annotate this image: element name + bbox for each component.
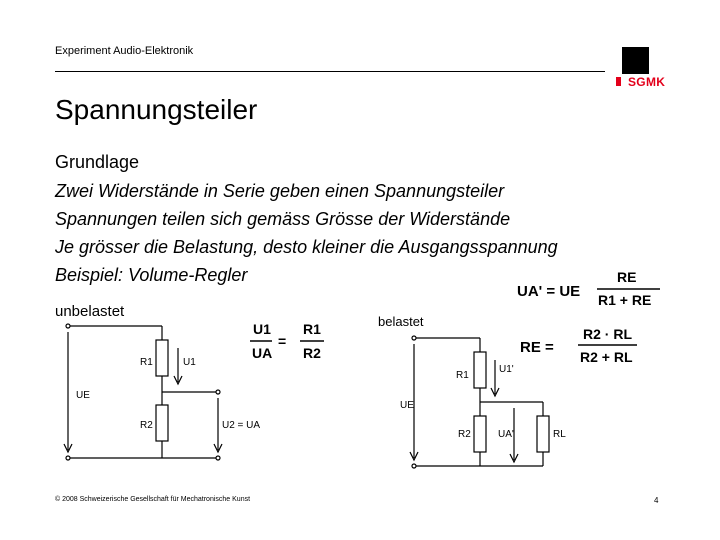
formula-re <box>520 326 637 365</box>
terminal <box>216 456 220 460</box>
label-u1-prime: U1' <box>499 364 514 375</box>
footer-copyright: © 2008 Schweizerische Gesellschaft für Mechatronische Kunst <box>55 496 251 503</box>
formula-ua-lhs: UA' = UE <box>517 283 581 300</box>
page-number: 4 <box>654 496 659 505</box>
formula-ratio <box>250 321 324 361</box>
header-title: Experiment Audio-Elektronik <box>55 45 194 57</box>
resistor-r1 <box>156 340 168 376</box>
label-ua-prime: UA' <box>498 429 514 440</box>
ratio-den-right: R2 <box>303 345 321 361</box>
bullet-line: Beispiel: Volume-Regler <box>55 265 248 285</box>
circuit-belastet <box>378 314 566 468</box>
bullet-line: Grundlage <box>55 152 140 172</box>
label-r1: R1 <box>140 357 153 368</box>
terminal <box>216 390 220 394</box>
label-u2: U2 = UA <box>222 420 261 431</box>
terminal <box>66 324 70 328</box>
circuit-unbelastet <box>55 303 260 460</box>
formula-re-num2: R2 · RL <box>583 326 632 342</box>
formula-re-num: RE <box>617 269 637 285</box>
circuit-label-loaded: belastet <box>378 314 424 329</box>
terminal <box>66 456 70 460</box>
label-r2: R2 <box>458 429 471 440</box>
terminal <box>412 336 416 340</box>
label-r1: R1 <box>456 370 469 381</box>
slide-title: Spannungsteiler <box>55 94 258 125</box>
formula-ua-prime <box>517 269 660 308</box>
label-rl: RL <box>553 429 566 440</box>
label-r2: R2 <box>140 420 153 431</box>
resistor-r2 <box>474 416 486 452</box>
formula-re-den: R1 + RE <box>598 292 652 308</box>
resistor-r2 <box>156 405 168 441</box>
formula-re-lhs: RE = <box>520 339 554 356</box>
ratio-num-left: U1 <box>253 321 271 337</box>
label-ue: UE <box>76 390 90 401</box>
bullet-line: Spannungen teilen sich gemäss Grösse der Widerstände <box>55 209 511 229</box>
logo-text: SGMK <box>628 75 666 89</box>
terminal <box>412 464 416 468</box>
bullet-line: Je grösser die Belastung, desto kleiner die Ausgangsspannung <box>55 237 558 257</box>
resistor-rl <box>537 416 549 452</box>
bullet-line: Zwei Widerstände in Serie geben einen Spannungsteiler <box>55 181 505 201</box>
label-u1: U1 <box>183 357 196 368</box>
ratio-equals: = <box>278 333 287 349</box>
ratio-den-left: UA <box>252 345 273 361</box>
label-ue: UE <box>400 400 414 411</box>
circuit-label-unloaded: unbelastet <box>55 303 125 320</box>
formula-re-den2: R2 + RL <box>580 349 633 365</box>
resistor-r1 <box>474 352 486 388</box>
ratio-num-right: R1 <box>303 321 321 337</box>
